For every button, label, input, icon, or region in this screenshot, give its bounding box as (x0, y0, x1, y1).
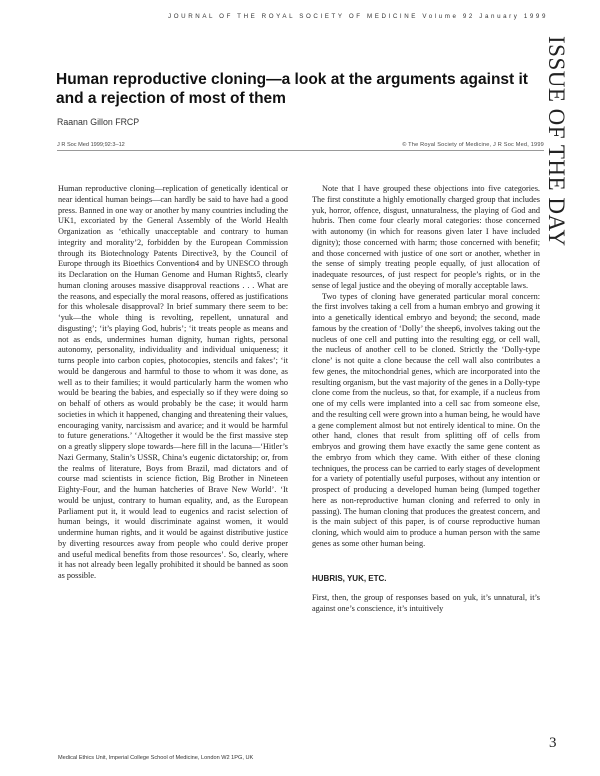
article-author: Raanan Gillon FRCP (57, 117, 140, 127)
article-copyright: © The Royal Society of Medicine, J R Soc Med, 1999 (402, 142, 544, 148)
section-label: ISSUE OF THE DAY (544, 36, 569, 247)
body-paragraph: Note that I have grouped these objections into five categories. The first constitute a highly emotionally charged group that includes yuk, horror, offence, disgust, unnaturalness, the playing of God and hubris. Then come four clearly moral categories: those concerned with autonomy (in which for reasons given later I have included dignity); those concerned with harm; those concerned with benefit; and those concerned with justice of one sort or another, whether in the sense of simply treating people equally, of just allocation of inadequate resources, of just respect for people’s rights, or in the sense of legal justice and the obeying of morally acceptable laws. (312, 184, 540, 290)
section-subheading: HUBRIS, YUK, ETC. (312, 573, 387, 583)
right-column (312, 184, 540, 615)
header-divider (57, 150, 544, 151)
body-paragraph: Two types of cloning have generated particular moral concern: the first involves taking a cell from a human embryo and growing it into a genetically identical embryo and beyond; the second, made famous by the creation of ‘Dolly’ the sheep6, involves taking out the nucleus of one cell and putting into the resulting egg, or cell wall, the nucleus of another cell to be cloned. Strictly the ‘Dolly-type clone’ is not quite a clone because the cell wall also contributes a few genes, the mitochondrial genes, which are incorporated into the resulting organism, but the vast majority of the genes in a Dolly-type clone come from the nucleus, so that, for example, if a nucleus from one of my cells were implanted into a cell sac from someone else, and the resulting cell were grown into a human being, he would have a gene complement almost but not entirely identical to mine. On the other hand, clones that result from splitting off of cells from embryos and growing them have exactly the same gene content as the embryo from which they came. With either of these cloning techniques, the process can be carried to early stages of development for a variety of potentially useful purposes, without any intention or prospect of producing a developed human being (lumped together here as non-reproductive human cloning and referred to only in passing). The human cloning that produces the greatest concern, and is the main subject of this paper, is of course reproductive human cloning, which would aim to produce a human person with the same genes as some other human being. (312, 291, 540, 548)
body-paragraph: Human reproductive cloning—replication of genetically identical or near identical human beings—can hardly be said to have had a good press. Banned in one way or another by many countries including the UK1, excoriated by the General Assembly of the World Health Organization as ‘ethically unacceptable and contrary to human integrity and morality’2, forbidden by the European Commission through its Biotechnology Patents Directive3, by the Council of Europe through its Bioethics Convention4 and by UNESCO through its Declaration on the Human Genome and Human Rights5, clearly human cloning arouses massive disapproval reactions . . . What are the reasons, and especially the moral reasons, offered as justifications for this wholesale disapproval? In brief summary there seem to be: ‘yuk—the whole thing is revolting, repellent, unnatural and disgusting’; ‘it’s playing God, hubris’; ‘it treats people as means and not as ends, undermines human dignity, human rights, personal autonomy, personality, individuality and individual uniqueness; it turns people into carbon copies, photocopies, stencils and fakes’; ‘it would be dangerous and harmful to those to whom it was done, as well as to their families; it would particularly harm the women who would be bearing the babies, and especially so if they were doing so on behalf of others as would probably be the case; it would harm societies in which it happened, changing and threatening their values, encouraging vanity, narcissism and avarice; and it would be harmful to future generations.’ ‘Altogether it would be the first massive step on a greatly slippery slope towards—here fill in the lacuna—‘Hitler’s Nazi Germany, Stalin’s USSR, China’s eugenic dictatorship; or, from the realms of literature, Boys from Brazil, mad dictators and of course mad scientists in science fiction, Big Brother in Nineteen Eighty-Four, and the human hatcheries of Brave New World’. ‘It would be unjust, contrary to human equality, and, as the European Parliament put it, it would lead to eugenics and racist selection of human beings, it would discriminate against women, it would undermine human rights, and it would be against distributive justice by diverting resources away from people who could derive proper and useful medical benefits from those resources’. So, clearly, where it has not already been legally prohibited it should be banned as soon as possible. (58, 184, 288, 580)
left-column (58, 184, 288, 582)
article-citation: J R Soc Med 1999;92:3–12 (57, 142, 125, 148)
article-title: Human reproductive cloning—a look at the arguments against it and a rejection of most of them (56, 71, 528, 107)
author-affiliation: Medical Ethics Unit, Imperial College School of Medicine, London W2 1PG, UK (58, 755, 254, 761)
running-head: JOURNAL OF THE ROYAL SOCIETY OF MEDICINE Volume 92 January 1999 (168, 13, 548, 20)
body-paragraph: First, then, the group of responses based on yuk, it’s unnatural, it’s against one’s conscience, it’s intuitively (312, 593, 540, 613)
page-number: 3 (549, 735, 557, 751)
